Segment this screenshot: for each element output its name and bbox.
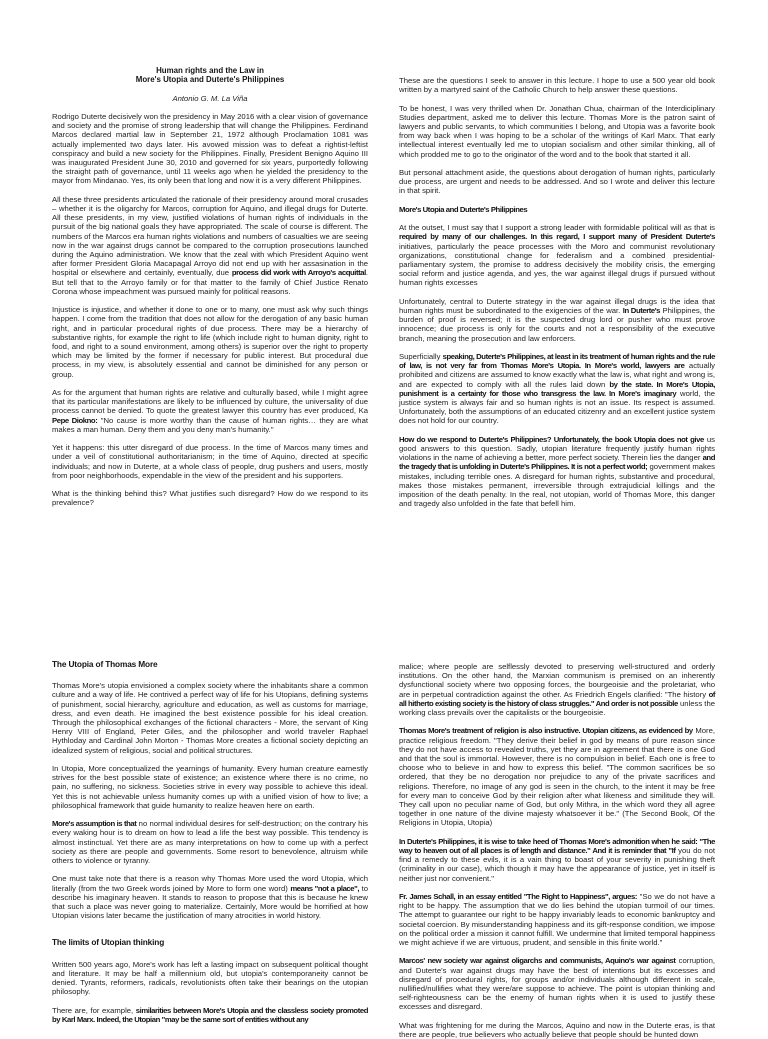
emphasized-text: speaking, Duterte's Philippines, at least in its treatment of human rights and the rule of law, is not very far from Thomas More's Utopia. In More's world, lawyers are	[399, 352, 715, 371]
title-line: Human rights and the Law in	[156, 66, 264, 75]
emphasized-text: similarities between More's Utopia and the classless society promoted by Karl Marx. Indeed, the Utopian "may be the same sort of entities without any	[52, 1005, 368, 1024]
emphasized-text: required by many of our challenges. In this regard, I support many of President Duterte's	[399, 232, 715, 242]
paragraph	[399, 837, 715, 883]
emphasized-text: by the state. In More's Utopia, punishment is a certainty for those who transgress the law. In More's imaginary	[399, 379, 715, 398]
paragraph	[399, 168, 715, 196]
text-run: Thomas More's utopia envisioned a complex society where the inhabitants share a common culture and a way of life. He contrived a perfect way of life for his Utopians, defining systems of punishment, social hierarchy, agriculture and education, as well as customs for marriage, dress, and even death. He imagined the best existence possible for his ideal creation. Through the philosophical exchanges of the fictional characters - More, the servant of King Henry VIII of England, Peter Giles, and the philosopher and world traveler Raphael Hythloday and Cardinal John Morton - Thomas More creates a fictional society depicting an idealized system of religious, social and political structures.	[52, 681, 368, 755]
text-run: "So we do not have a right to be happy. The assumption that we do lies behind the utopian turmoil of our times. The attempt to guarantee our right to be happy invariably leads to economic bankruptcy and societal coercion. By misunderstanding happiness and its gift-response condition, we impose on the political order a mission it cannot fulfill. We undermine that limited temporal happiness we might achieve if we are virtuous, prudent, and sensible in this finite world."	[399, 892, 715, 948]
text-run: no normal individual desires for self-destruction; on the contrary his every waking hour is to dream on how to lead a life the best way possible. This tendency is almost instinctual. Yet there are as many interpretations on how to come up with a perfect society as there are people and governments. Some resort to benevolence, altruism while others to violence or tyranny.	[52, 819, 368, 866]
paragraph	[52, 819, 368, 865]
text-run: What is the thinking behind this? What justifies such disregard? How do we respond to its prevalence?	[52, 489, 368, 508]
text-run: These are the questions I seek to answer in this lecture. I hope to use a 500 year old book written by a martyred saint of the Catholic Church to help answer these questions.	[399, 76, 715, 95]
paragraph	[52, 764, 368, 810]
paragraph	[52, 681, 368, 755]
text-run: unless the working class prevails over the capitalists or the bourgeoisie.	[399, 698, 715, 718]
column-top-left	[52, 66, 368, 518]
text-run: us good answers to this question. Sadly, utopian literature frequently justify human rights violations in the name of achieving a better, more perfect society. Therein lies the danger	[399, 434, 715, 463]
paragraph	[52, 305, 368, 379]
emphasized-text: How do we respond to Duterte's Philippines? Unfortunately, the book Utopia does not give	[399, 434, 704, 444]
paragraph	[52, 112, 368, 186]
title-line: More's Utopia and Duterte's Philippines	[135, 75, 285, 85]
text-run: One must take note that there is a reason why Thomas More used the word Utopia, which literally (from the two Greek words joined by More to form one word)	[52, 874, 368, 893]
section-heading: The limits of Utopian thinking	[52, 937, 165, 948]
text-run: malice; where people are selflessly devoted to preserving well-structured and orderly institutions. On the other hand, the Marxian communism is premised on an inherently dysfunctional society where two opposing forces, the bourgeoisie and the proletariat, who are in perpetual contradiction against the other. As Friedrich Engels clarified: "The history	[399, 662, 715, 699]
paragraph	[399, 726, 715, 827]
paragraph	[52, 489, 368, 507]
section-heading: The Utopia of Thomas More	[52, 659, 158, 669]
emphasized-text: Marcos' new society war against oligarchs and communists, Aquino's war against	[399, 956, 676, 966]
text-run: to describe his imaginary heaven. It stands to reason to propose that this is because he knew that such a place was never going to materialize. Certainly, More would be horrified at how Utopian visions later became the justification of many atrocities in world history.	[52, 883, 368, 921]
text-run: you do not find a remedy to these evils, it is a vain thing to boast of your severity in punishing theft (criminality in our case), which though it may have the appearance of justice, yet in itself is neither just nor convenient."	[399, 846, 715, 883]
paragraph	[52, 960, 368, 997]
paragraph	[399, 662, 715, 717]
text-run: . But tell that to the Arroyo family or for that matter to the family of Chief Justice Renato Corona whose impeachment was pursued mainly for political reasons.	[52, 268, 368, 296]
emphasized-text: of all hitherto existing society is the history of class struggles." And order is not possible	[399, 689, 715, 708]
emphasized-text: and the tragedy that is unfolding in Duterte's Philippines. It is not a perfect world;	[399, 453, 715, 472]
paragraph	[52, 388, 368, 434]
paragraph	[399, 956, 715, 1011]
text-run: Unfortunately, central to Duterte strategy in the war against illegal drugs is the idea that human rights must be subordinated to the exigencies of the war.	[399, 296, 715, 315]
text-run: Rodrigo Duterte decisively won the presidency in May 2016 with a clear vision of governance and society and the promise of strong leadership that will change the Philippines. Ferdinand Marcos declared martial law in September 21, 1972 although Proclamation 1081 was actually implemented two days later. His avowed mission was to defeat a rightist-leftist conspiracy and build a new society for the Philippines. Finally, President Benigno Aquino III was inaugurated President June 30, 2010 and governed for six years, purportedly following the straight path of governance, until 11 weeks ago when he yielded the presidency to the mayor from Mindanao. Yes, its only been that long and now it is a very different Philippines.	[52, 112, 368, 186]
column-bottom-right	[399, 662, 715, 1039]
paragraph	[52, 1006, 368, 1024]
text-run: As for the argument that human rights are relative and culturally based, while I might agree that its particular manifestations are likely to be influenced by culture, the universality of due process cannot be denied. To quote the greatest lawyer this country has ever produced, Ka	[52, 388, 368, 416]
paragraph	[399, 223, 715, 287]
paragraph	[399, 1021, 715, 1039]
text-run: government makes mistakes, including terrible ones. A disregard for human rights, substantive and procedural, makes those mistakes permanent, irreversible through extrajudicial killings and the imposition of the death penalty. In the real, not utopian, world of Thomas More, this danger and tragedy also unfolded in the fate that befell him.	[399, 462, 715, 509]
paragraph	[52, 443, 368, 480]
text-run: What was frightening for me during the Marcos, Aquino and now in the Duterte eras, is that there are people, true believers who actually believe that people should be hunted down	[399, 1020, 715, 1039]
text-run: There are, for example,	[52, 1005, 136, 1015]
text-run: More, practice religious freedom. "They derive their belief in god by means of pure reason since they do not have access to revealed truths, yet they are in agreement that there is one God and that the soul is immortal. However, there is no compulsion in belief. Each one is free to choose who to believe in and how to express this belief. "The common sacrifices be so ordered, that they be no derogation nor prejudice to any of the private sacrifices and religions. Therefore, no image of any god is seen in the church, to the intent it may be free for every man to conceive God by their religion after what likeness and similitude they will. They call upon no peculiar name of God, but only Mithra, in the which word they all agree together in one nature of the divine majesty whatsoever it be." (The Second Book, Of the Religions in Utopia, Utopia)	[399, 726, 715, 828]
column-top-right	[399, 76, 715, 518]
emphasized-text: In Duterte's	[622, 306, 661, 315]
column-body	[52, 660, 368, 1024]
paragraph	[399, 76, 715, 94]
emphasized-text: Thomas More's treatment of religion is also instructive. Utopian citizens, as evidenced by	[399, 726, 693, 736]
text-run: "No cause is more worthy than the cause of human rights… they are what makes a man human. Deny them and you deny man's humanity."	[52, 415, 368, 434]
paragraph	[399, 104, 715, 159]
emphasized-text: process did work with Arroyo's acquittal	[231, 268, 366, 278]
text-run: actually prohibited and citizens are assumed to know exactly what the law is, what right and wrong is, and are expected to comply with all the rules laid down	[399, 361, 715, 389]
text-run: All these three presidents articulated the rationale of their presidency around moral crusades – whether it is the oligarchy for Marcos, corruption for Aquino, and illegal drugs for Duterte. All these presidents, in my view, justified violations of human rights of individuals in the pursuit of the big national goals they have appropriated. The scale of course is different. The numbers of the Marcos era human rights violations and numbers of casualties we are seeing now in the war against drugs cannot be compared to the corruption prosecutions launched during the Aquino administration. We know that the zeal with which President Aquino went after former President Gloria Macapagal Arroyo did not end up with her assasination in the hospital or elsewhere and certainly, eventually, due	[52, 194, 368, 278]
column-body	[399, 76, 715, 508]
emphasized-text: More's assumption is that	[52, 819, 137, 829]
emphasized-text: In Duterte's Philippines, it is wise to take heed of Thomas More's admonition when he said: "The way to heaven out of all places is of length and distance." And it is reminder that "If	[399, 836, 715, 856]
author-byline: Antonio G. M. La Viña	[172, 93, 248, 103]
text-run: At the outset, I must say that I support a strong leader with formidable political will as that is	[399, 223, 715, 233]
text-run: Philippines, the burden of proof is reversed; it is the suspected drug lord or pusher who must prove innocence; due process is only for the courts and not a responsibility of the executive branch, meaning the prosecution and law enforcers.	[399, 306, 715, 343]
text-run: To be honest, I was very thrilled when Dr. Jonathan Chua, chairman of the Interdiciplinary Studies department, asked me to deliver this lecture. Thomas More is the patron saint of lawyers and public servants, to which communities I belong, and Utopia was a favorite book from way back when I was hoping to be a scholar of the writings of Karl Marx. That early intellectual interest eventually led me to utopian socialism and other similar thinking, all of which prodded me to go to the originator of the word and to the book that started it all.	[399, 103, 715, 159]
emphasized-text: Pepe Diokno:	[52, 415, 98, 425]
text-run: In Utopia, More conceptualized the yearnings of humanity. Every human creature earnestly strives for the best possible state of existence; an existence where there is no crime, no pain, no suffering, no sickness. Societies strive in every way possible to achieve this ideal. Yet this is not achievable unless humanity comes up with a unified vision of how to live; a philosophical framework that guide humanity to realize heaven here on earth.	[52, 764, 368, 810]
emphasized-text: Fr. James Schall, in an essay entitled "The Right to Happiness", argues:	[399, 892, 638, 902]
text-run: But personal attachment aside, the questions about derogation of human rights, particularly due process, are urgent and needs to be addressed. And so I wrote and deliver this lecture in that spirit.	[399, 168, 715, 196]
text-run: Yet it happens: this utter disregard of due process. In the time of Marcos many times and under a veil of constitutional authoritarianism; in the time of Aquino, directed at specific individuals; and now in Duterte, at a whole class of people, drug pushers and users, mostly from poor neighborhoods, expendable in the view of the president and his supporters.	[52, 443, 368, 480]
paragraph	[399, 352, 715, 426]
column-body	[52, 112, 368, 508]
text-run: initiatives, particularly the peace processes with the Moro and communist revolutionary organizations, constitutional change for federalism and a combined presidential-parliamentary system, the promise to address decisively the mobility crisis, the emerging social reform and justice agenda, and yes, the war against illegal drugs if pursued without human rights excesses	[399, 241, 715, 288]
paragraph	[52, 195, 368, 296]
text-run: Superficially	[399, 352, 443, 361]
text-run: Written 500 years ago, More's work has left a lasting impact on subsequent political thought and literature. It may be half a millennium old, but utopia's contemporaneity cannot be denied. Tyrants, reformers, radicals, revolutionists often take their bearings on the utopian philosophy.	[52, 959, 368, 997]
section-heading: More's Utopia and Duterte's Philippines	[399, 204, 528, 214]
document-title	[52, 66, 368, 85]
paragraph	[399, 892, 715, 947]
text-run: corruption, and Duterte's war against drugs may have the best of intentions but its excesses and disregard of procedural rights, for groups and/or individuals although different in scale, nullified/nullifies what they were/are suppose to achieve. The point is utopian thinking and self-righteousness can be the enemy of human rights when it is used to justify these excesses and disregard.	[399, 956, 715, 1012]
column-bottom-left	[52, 660, 368, 1024]
paragraph	[399, 297, 715, 343]
paragraph	[399, 435, 715, 509]
column-body	[399, 662, 715, 1039]
paragraph	[52, 874, 368, 920]
text-run: world, the justice system is always fair and so human rights is not an issue. Its respect is assumed. Unfortunately, both the assumptions of an educated citizenry and an excellent justice system does not hold for our country.	[399, 388, 715, 426]
emphasized-text: means "not a place",	[290, 883, 360, 893]
text-run: Injustice is injustice, and whether it done to one or to many, one must ask why such things happen. I come from the tradition that does not allow for the derogation of any basic human right, and in particular procedural rights of due process. There may be a hierarchy of substantive rights, for example the right to life (which include right to human dignity, right to food, and right to a sound environment, among others) is superior over the right to property which may be limited by the former if necessary for public interest. But procedural due process, in my view, is absolutely essential and cannot be diminished for any person or group.	[52, 305, 368, 379]
